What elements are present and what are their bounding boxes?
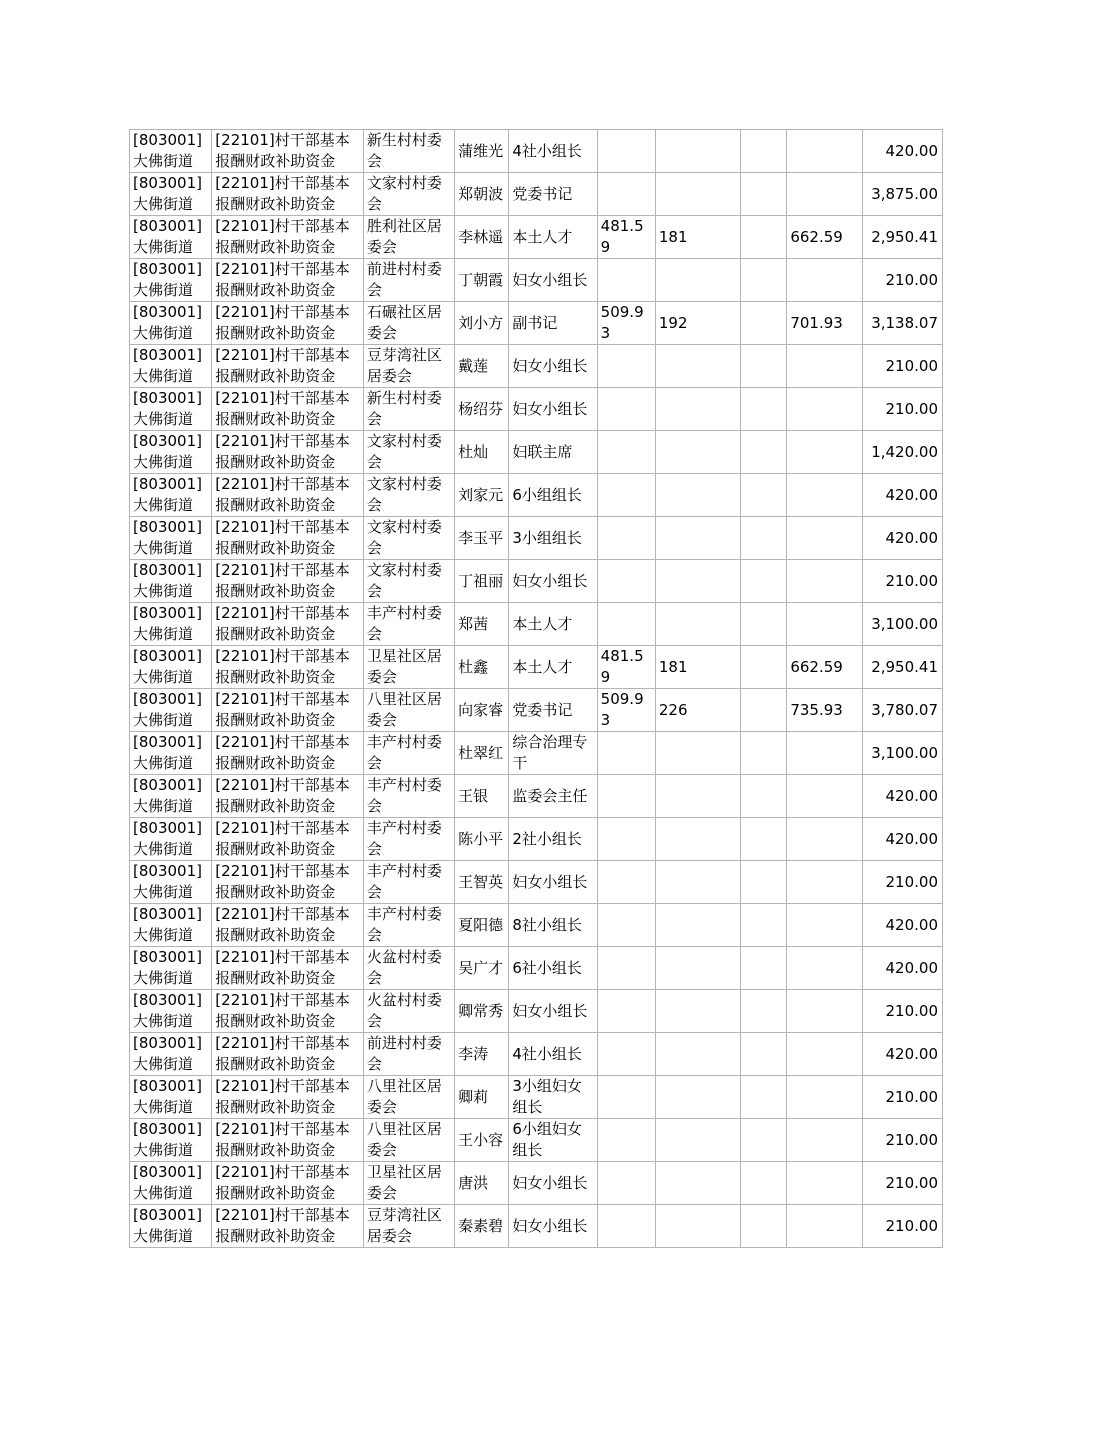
amount-d-cell [787, 1162, 862, 1205]
fund-cell: [22101]村干部基本报酬财政补助资金 [212, 1205, 364, 1248]
unit-cell: [803001]大佛街道 [130, 130, 212, 173]
post-cell: 4社小组长 [509, 1033, 597, 1076]
amount-a-cell [597, 431, 655, 474]
amount-d-cell [787, 603, 862, 646]
amount-b-cell [655, 1205, 740, 1248]
amount-b-cell [655, 732, 740, 775]
fund-cell: [22101]村干部基本报酬财政补助资金 [212, 861, 364, 904]
amount-c-cell [741, 388, 787, 431]
unit-cell: [803001]大佛街道 [130, 431, 212, 474]
total-cell: 210.00 [862, 1205, 942, 1248]
amount-b-cell [655, 345, 740, 388]
amount-c-cell [741, 775, 787, 818]
name-cell: 杨绍芬 [455, 388, 509, 431]
total-cell: 210.00 [862, 560, 942, 603]
total-cell: 3,100.00 [862, 603, 942, 646]
org-cell: 丰产村村委会 [363, 603, 454, 646]
total-cell: 3,100.00 [862, 732, 942, 775]
amount-a-cell [597, 173, 655, 216]
amount-b-cell [655, 1119, 740, 1162]
amount-a-cell [597, 388, 655, 431]
amount-d-cell [787, 861, 862, 904]
amount-d-cell [787, 1033, 862, 1076]
name-cell: 郑茜 [455, 603, 509, 646]
table-row [130, 345, 943, 388]
amount-a-cell [597, 1119, 655, 1162]
table-row [130, 431, 943, 474]
table-row [130, 1119, 943, 1162]
fund-cell: [22101]村干部基本报酬财政补助资金 [212, 216, 364, 259]
post-cell: 监委会主任 [509, 775, 597, 818]
post-cell: 6社小组长 [509, 947, 597, 990]
org-cell: 新生村村委会 [363, 388, 454, 431]
amount-d-cell [787, 130, 862, 173]
name-cell: 陈小平 [455, 818, 509, 861]
fund-cell: [22101]村干部基本报酬财政补助资金 [212, 517, 364, 560]
total-cell: 420.00 [862, 474, 942, 517]
amount-a-cell [597, 603, 655, 646]
amount-d-cell: 701.93 [787, 302, 862, 345]
post-cell: 妇女小组长 [509, 560, 597, 603]
fund-cell: [22101]村干部基本报酬财政补助资金 [212, 388, 364, 431]
amount-d-cell [787, 990, 862, 1033]
post-cell: 3小组妇女组长 [509, 1076, 597, 1119]
table-row [130, 1076, 943, 1119]
name-cell: 杜鑫 [455, 646, 509, 689]
fund-cell: [22101]村干部基本报酬财政补助资金 [212, 1119, 364, 1162]
org-cell: 豆芽湾社区居委会 [363, 1205, 454, 1248]
unit-cell: [803001]大佛街道 [130, 1162, 212, 1205]
amount-c-cell [741, 861, 787, 904]
fund-cell: [22101]村干部基本报酬财政补助资金 [212, 1033, 364, 1076]
org-cell: 豆芽湾社区居委会 [363, 345, 454, 388]
amount-a-cell: 481.59 [597, 216, 655, 259]
fund-cell: [22101]村干部基本报酬财政补助资金 [212, 904, 364, 947]
amount-a-cell: 481.59 [597, 646, 655, 689]
table-row [130, 861, 943, 904]
amount-c-cell [741, 646, 787, 689]
amount-d-cell [787, 388, 862, 431]
name-cell: 丁朝霞 [455, 259, 509, 302]
table-row [130, 904, 943, 947]
amount-a-cell [597, 259, 655, 302]
post-cell: 副书记 [509, 302, 597, 345]
total-cell: 420.00 [862, 775, 942, 818]
name-cell: 蒲维光 [455, 130, 509, 173]
amount-c-cell [741, 216, 787, 259]
total-cell: 210.00 [862, 259, 942, 302]
table-row [130, 818, 943, 861]
amount-b-cell: 181 [655, 216, 740, 259]
amount-d-cell [787, 560, 862, 603]
post-cell: 党委书记 [509, 689, 597, 732]
amount-d-cell [787, 474, 862, 517]
unit-cell: [803001]大佛街道 [130, 1076, 212, 1119]
amount-b-cell [655, 431, 740, 474]
post-cell: 妇女小组长 [509, 861, 597, 904]
table-row [130, 517, 943, 560]
fund-cell: [22101]村干部基本报酬财政补助资金 [212, 302, 364, 345]
org-cell: 火盆村村委会 [363, 990, 454, 1033]
total-cell: 2,950.41 [862, 216, 942, 259]
payment-table [129, 129, 943, 1248]
post-cell: 妇女小组长 [509, 990, 597, 1033]
unit-cell: [803001]大佛街道 [130, 259, 212, 302]
table-row [130, 732, 943, 775]
amount-b-cell [655, 560, 740, 603]
amount-d-cell: 662.59 [787, 216, 862, 259]
post-cell: 妇女小组长 [509, 1205, 597, 1248]
amount-a-cell [597, 1162, 655, 1205]
total-cell: 210.00 [862, 1076, 942, 1119]
amount-c-cell [741, 560, 787, 603]
amount-a-cell [597, 517, 655, 560]
org-cell: 火盆村村委会 [363, 947, 454, 990]
fund-cell: [22101]村干部基本报酬财政补助资金 [212, 560, 364, 603]
amount-a-cell [597, 1205, 655, 1248]
table-row [130, 130, 943, 173]
amount-a-cell: 509.93 [597, 689, 655, 732]
amount-d-cell [787, 818, 862, 861]
unit-cell: [803001]大佛街道 [130, 1119, 212, 1162]
amount-b-cell [655, 130, 740, 173]
unit-cell: [803001]大佛街道 [130, 474, 212, 517]
total-cell: 210.00 [862, 861, 942, 904]
fund-cell: [22101]村干部基本报酬财政补助资金 [212, 1076, 364, 1119]
org-cell: 丰产村村委会 [363, 732, 454, 775]
total-cell: 420.00 [862, 947, 942, 990]
amount-a-cell [597, 947, 655, 990]
table-row [130, 689, 943, 732]
org-cell: 前进村村委会 [363, 1033, 454, 1076]
amount-b-cell [655, 603, 740, 646]
post-cell: 妇女小组长 [509, 345, 597, 388]
org-cell: 文家村村委会 [363, 173, 454, 216]
amount-a-cell [597, 130, 655, 173]
fund-cell: [22101]村干部基本报酬财政补助资金 [212, 345, 364, 388]
unit-cell: [803001]大佛街道 [130, 947, 212, 990]
amount-a-cell [597, 818, 655, 861]
amount-d-cell [787, 517, 862, 560]
amount-a-cell [597, 732, 655, 775]
amount-b-cell [655, 861, 740, 904]
unit-cell: [803001]大佛街道 [130, 732, 212, 775]
amount-d-cell: 735.93 [787, 689, 862, 732]
amount-d-cell [787, 732, 862, 775]
org-cell: 前进村村委会 [363, 259, 454, 302]
org-cell: 卫星社区居委会 [363, 1162, 454, 1205]
org-cell: 石碾社区居委会 [363, 302, 454, 345]
total-cell: 420.00 [862, 818, 942, 861]
amount-a-cell [597, 990, 655, 1033]
amount-a-cell [597, 861, 655, 904]
amount-c-cell [741, 689, 787, 732]
amount-b-cell: 226 [655, 689, 740, 732]
unit-cell: [803001]大佛街道 [130, 302, 212, 345]
total-cell: 420.00 [862, 904, 942, 947]
amount-c-cell [741, 517, 787, 560]
name-cell: 刘家元 [455, 474, 509, 517]
amount-d-cell [787, 1076, 862, 1119]
total-cell: 420.00 [862, 130, 942, 173]
name-cell: 卿莉 [455, 1076, 509, 1119]
amount-c-cell [741, 1205, 787, 1248]
table-row [130, 388, 943, 431]
amount-c-cell [741, 818, 787, 861]
amount-a-cell: 509.93 [597, 302, 655, 345]
fund-cell: [22101]村干部基本报酬财政补助资金 [212, 259, 364, 302]
amount-c-cell [741, 173, 787, 216]
name-cell: 夏阳德 [455, 904, 509, 947]
unit-cell: [803001]大佛街道 [130, 345, 212, 388]
amount-c-cell [741, 431, 787, 474]
table-row [130, 646, 943, 689]
name-cell: 杜灿 [455, 431, 509, 474]
amount-c-cell [741, 259, 787, 302]
post-cell: 4社小组长 [509, 130, 597, 173]
org-cell: 卫星社区居委会 [363, 646, 454, 689]
total-cell: 420.00 [862, 1033, 942, 1076]
table-row [130, 560, 943, 603]
post-cell: 妇女小组长 [509, 259, 597, 302]
total-cell: 210.00 [862, 990, 942, 1033]
total-cell: 1,420.00 [862, 431, 942, 474]
name-cell: 唐洪 [455, 1162, 509, 1205]
org-cell: 文家村村委会 [363, 431, 454, 474]
amount-c-cell [741, 990, 787, 1033]
fund-cell: [22101]村干部基本报酬财政补助资金 [212, 947, 364, 990]
table-row [130, 474, 943, 517]
unit-cell: [803001]大佛街道 [130, 818, 212, 861]
table-body [130, 130, 943, 1248]
amount-b-cell [655, 990, 740, 1033]
post-cell: 妇联主席 [509, 431, 597, 474]
org-cell: 丰产村村委会 [363, 904, 454, 947]
post-cell: 本土人才 [509, 216, 597, 259]
org-cell: 文家村村委会 [363, 517, 454, 560]
amount-a-cell [597, 775, 655, 818]
amount-a-cell [597, 560, 655, 603]
org-cell: 丰产村村委会 [363, 818, 454, 861]
fund-cell: [22101]村干部基本报酬财政补助资金 [212, 173, 364, 216]
amount-b-cell [655, 904, 740, 947]
amount-b-cell [655, 818, 740, 861]
amount-b-cell [655, 173, 740, 216]
unit-cell: [803001]大佛街道 [130, 689, 212, 732]
post-cell: 本土人才 [509, 646, 597, 689]
post-cell: 8社小组长 [509, 904, 597, 947]
table-row [130, 173, 943, 216]
amount-c-cell [741, 1162, 787, 1205]
fund-cell: [22101]村干部基本报酬财政补助资金 [212, 474, 364, 517]
org-cell: 丰产村村委会 [363, 775, 454, 818]
fund-cell: [22101]村干部基本报酬财政补助资金 [212, 431, 364, 474]
total-cell: 2,950.41 [862, 646, 942, 689]
table-row [130, 990, 943, 1033]
post-cell: 妇女小组长 [509, 1162, 597, 1205]
unit-cell: [803001]大佛街道 [130, 560, 212, 603]
name-cell: 李涛 [455, 1033, 509, 1076]
name-cell: 王银 [455, 775, 509, 818]
fund-cell: [22101]村干部基本报酬财政补助资金 [212, 990, 364, 1033]
table-row [130, 775, 943, 818]
amount-c-cell [741, 603, 787, 646]
total-cell: 3,138.07 [862, 302, 942, 345]
name-cell: 李玉平 [455, 517, 509, 560]
table-row [130, 1033, 943, 1076]
amount-d-cell [787, 904, 862, 947]
unit-cell: [803001]大佛街道 [130, 861, 212, 904]
amount-c-cell [741, 345, 787, 388]
post-cell: 综合治理专干 [509, 732, 597, 775]
name-cell: 戴莲 [455, 345, 509, 388]
post-cell: 6小组组长 [509, 474, 597, 517]
amount-d-cell [787, 259, 862, 302]
unit-cell: [803001]大佛街道 [130, 517, 212, 560]
post-cell: 本土人才 [509, 603, 597, 646]
amount-d-cell: 662.59 [787, 646, 862, 689]
amount-b-cell [655, 1162, 740, 1205]
name-cell: 刘小方 [455, 302, 509, 345]
org-cell: 文家村村委会 [363, 560, 454, 603]
amount-c-cell [741, 474, 787, 517]
amount-a-cell [597, 1076, 655, 1119]
amount-c-cell [741, 302, 787, 345]
amount-b-cell [655, 947, 740, 990]
name-cell: 卿常秀 [455, 990, 509, 1033]
post-cell: 6小组妇女组长 [509, 1119, 597, 1162]
amount-c-cell [741, 904, 787, 947]
post-cell: 3小组组长 [509, 517, 597, 560]
fund-cell: [22101]村干部基本报酬财政补助资金 [212, 646, 364, 689]
table-row [130, 1162, 943, 1205]
unit-cell: [803001]大佛街道 [130, 646, 212, 689]
fund-cell: [22101]村干部基本报酬财政补助资金 [212, 130, 364, 173]
amount-a-cell [597, 904, 655, 947]
post-cell: 党委书记 [509, 173, 597, 216]
amount-d-cell [787, 775, 862, 818]
org-cell: 新生村村委会 [363, 130, 454, 173]
post-cell: 2社小组长 [509, 818, 597, 861]
unit-cell: [803001]大佛街道 [130, 216, 212, 259]
unit-cell: [803001]大佛街道 [130, 603, 212, 646]
amount-b-cell: 181 [655, 646, 740, 689]
unit-cell: [803001]大佛街道 [130, 775, 212, 818]
name-cell: 李林遥 [455, 216, 509, 259]
table-row [130, 259, 943, 302]
org-cell: 丰产村村委会 [363, 861, 454, 904]
amount-a-cell [597, 474, 655, 517]
unit-cell: [803001]大佛街道 [130, 990, 212, 1033]
unit-cell: [803001]大佛街道 [130, 904, 212, 947]
unit-cell: [803001]大佛街道 [130, 388, 212, 431]
org-cell: 文家村村委会 [363, 474, 454, 517]
amount-b-cell [655, 388, 740, 431]
name-cell: 吴广才 [455, 947, 509, 990]
amount-c-cell [741, 732, 787, 775]
amount-c-cell [741, 1033, 787, 1076]
amount-d-cell [787, 947, 862, 990]
name-cell: 向家睿 [455, 689, 509, 732]
name-cell: 杜翠红 [455, 732, 509, 775]
amount-a-cell [597, 1033, 655, 1076]
fund-cell: [22101]村干部基本报酬财政补助资金 [212, 732, 364, 775]
org-cell: 胜利社区居委会 [363, 216, 454, 259]
amount-c-cell [741, 947, 787, 990]
total-cell: 210.00 [862, 388, 942, 431]
org-cell: 八里社区居委会 [363, 1076, 454, 1119]
name-cell: 王小容 [455, 1119, 509, 1162]
total-cell: 210.00 [862, 345, 942, 388]
amount-b-cell [655, 1033, 740, 1076]
amount-c-cell [741, 1076, 787, 1119]
table-row [130, 1205, 943, 1248]
table-row [130, 302, 943, 345]
org-cell: 八里社区居委会 [363, 689, 454, 732]
amount-c-cell [741, 1119, 787, 1162]
amount-a-cell [597, 345, 655, 388]
total-cell: 210.00 [862, 1162, 942, 1205]
org-cell: 八里社区居委会 [363, 1119, 454, 1162]
fund-cell: [22101]村干部基本报酬财政补助资金 [212, 689, 364, 732]
fund-cell: [22101]村干部基本报酬财政补助资金 [212, 1162, 364, 1205]
name-cell: 秦素碧 [455, 1205, 509, 1248]
fund-cell: [22101]村干部基本报酬财政补助资金 [212, 775, 364, 818]
amount-d-cell [787, 173, 862, 216]
amount-d-cell [787, 431, 862, 474]
total-cell: 210.00 [862, 1119, 942, 1162]
unit-cell: [803001]大佛街道 [130, 1205, 212, 1248]
amount-d-cell [787, 1119, 862, 1162]
total-cell: 420.00 [862, 517, 942, 560]
amount-b-cell [655, 517, 740, 560]
fund-cell: [22101]村干部基本报酬财政补助资金 [212, 603, 364, 646]
table-row [130, 947, 943, 990]
unit-cell: [803001]大佛街道 [130, 1033, 212, 1076]
name-cell: 郑朝波 [455, 173, 509, 216]
amount-b-cell [655, 259, 740, 302]
amount-d-cell [787, 345, 862, 388]
post-cell: 妇女小组长 [509, 388, 597, 431]
total-cell: 3,875.00 [862, 173, 942, 216]
amount-b-cell [655, 1076, 740, 1119]
name-cell: 丁祖丽 [455, 560, 509, 603]
amount-b-cell [655, 474, 740, 517]
amount-d-cell [787, 1205, 862, 1248]
total-cell: 3,780.07 [862, 689, 942, 732]
amount-b-cell [655, 775, 740, 818]
amount-b-cell: 192 [655, 302, 740, 345]
table-row [130, 603, 943, 646]
table-row [130, 216, 943, 259]
fund-cell: [22101]村干部基本报酬财政补助资金 [212, 818, 364, 861]
unit-cell: [803001]大佛街道 [130, 173, 212, 216]
name-cell: 王智英 [455, 861, 509, 904]
amount-c-cell [741, 130, 787, 173]
